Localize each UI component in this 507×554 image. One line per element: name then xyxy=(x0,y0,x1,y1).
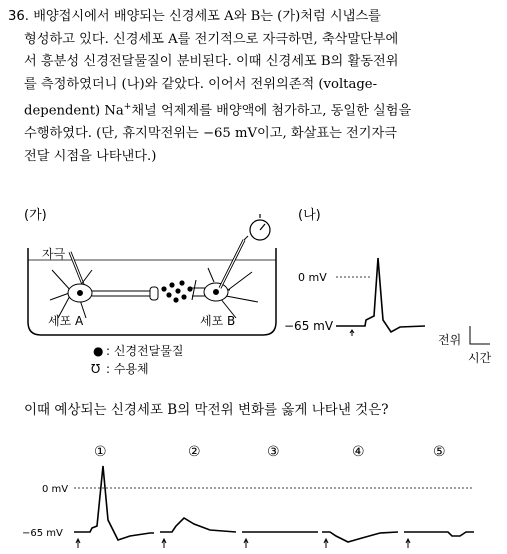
question-line-2: 형성하고 있다. 신경세포 A를 전기적으로 자극하면, 축삭말단부에 xyxy=(24,31,399,47)
neurotransmitters xyxy=(161,280,192,302)
scale-axes xyxy=(470,326,490,344)
question-line-7: 전달 시점을 나타낸다.) xyxy=(24,148,157,164)
choice-5-trace[interactable] xyxy=(404,532,474,536)
question-line-4: 를 측정하였더니 (나)와 같았다. 이어서 전위의존적 (voltage- xyxy=(24,76,378,92)
choice-1-trace[interactable] xyxy=(74,466,154,540)
legend-neurotransmitter-symbol: ● xyxy=(93,344,104,358)
question-line-3: 서 흥분성 신경전달물질이 분비된다. 이때 신경세포 B의 활동전위 xyxy=(24,54,399,70)
choice-number-2: ② xyxy=(188,444,201,460)
na-rest-label: −65 mV xyxy=(284,319,334,333)
x-axis-label: 시간 xyxy=(468,351,492,365)
choice-number-3: ③ xyxy=(267,444,280,460)
figure-ga-label: (가) xyxy=(24,208,47,223)
legend-neurotransmitter-text: : 신경전달물질 xyxy=(106,344,184,358)
stimulus-label: 자극 xyxy=(42,247,66,261)
choices-zero-label: 0 mV xyxy=(42,484,69,495)
choice-number-5: ⑤ xyxy=(433,444,446,460)
cell-b-label: 세포 B xyxy=(200,314,236,328)
question-line-6: 수행하였다. (단, 휴지막전위는 −65 mV이고, 화살표는 전기자극 xyxy=(24,126,397,142)
na-stimulus-arrow xyxy=(350,330,354,336)
choices-rest-label: −65 mV xyxy=(22,528,63,539)
legend-receptor-text: : 수용체 xyxy=(106,362,149,376)
choice-4-trace[interactable] xyxy=(322,532,398,542)
choice-stimulus-arrows xyxy=(76,539,410,548)
y-axis-label: 전위 xyxy=(438,333,462,347)
choice-2-trace[interactable] xyxy=(160,518,236,532)
legend-receptor-symbol: Ʊ xyxy=(91,362,101,376)
action-potential-trace xyxy=(336,258,425,332)
choice-number-1: ① xyxy=(94,444,107,460)
recording-electrode xyxy=(220,236,248,288)
voltmeter-icon xyxy=(250,214,270,240)
figure-na-label: (나) xyxy=(298,208,321,223)
question-line-1: 36. 배양접시에서 배양되는 신경세포 A와 B는 (가)처럼 시냅스를 xyxy=(8,9,381,24)
neuron-a xyxy=(50,270,158,318)
na-zero-label: 0 mV xyxy=(298,271,327,284)
choice-prompt: 이때 예상되는 신경세포 B의 막전위 변화를 옳게 나타낸 것은? xyxy=(24,402,389,418)
cell-a-label: 세포 A xyxy=(48,314,84,328)
choice-number-4: ④ xyxy=(352,444,365,460)
question-number: 36. xyxy=(8,9,29,24)
question-line-5: dependent) Na+채널 억제제를 배양액에 첨가하고, 동일한 실험을 xyxy=(24,102,412,119)
